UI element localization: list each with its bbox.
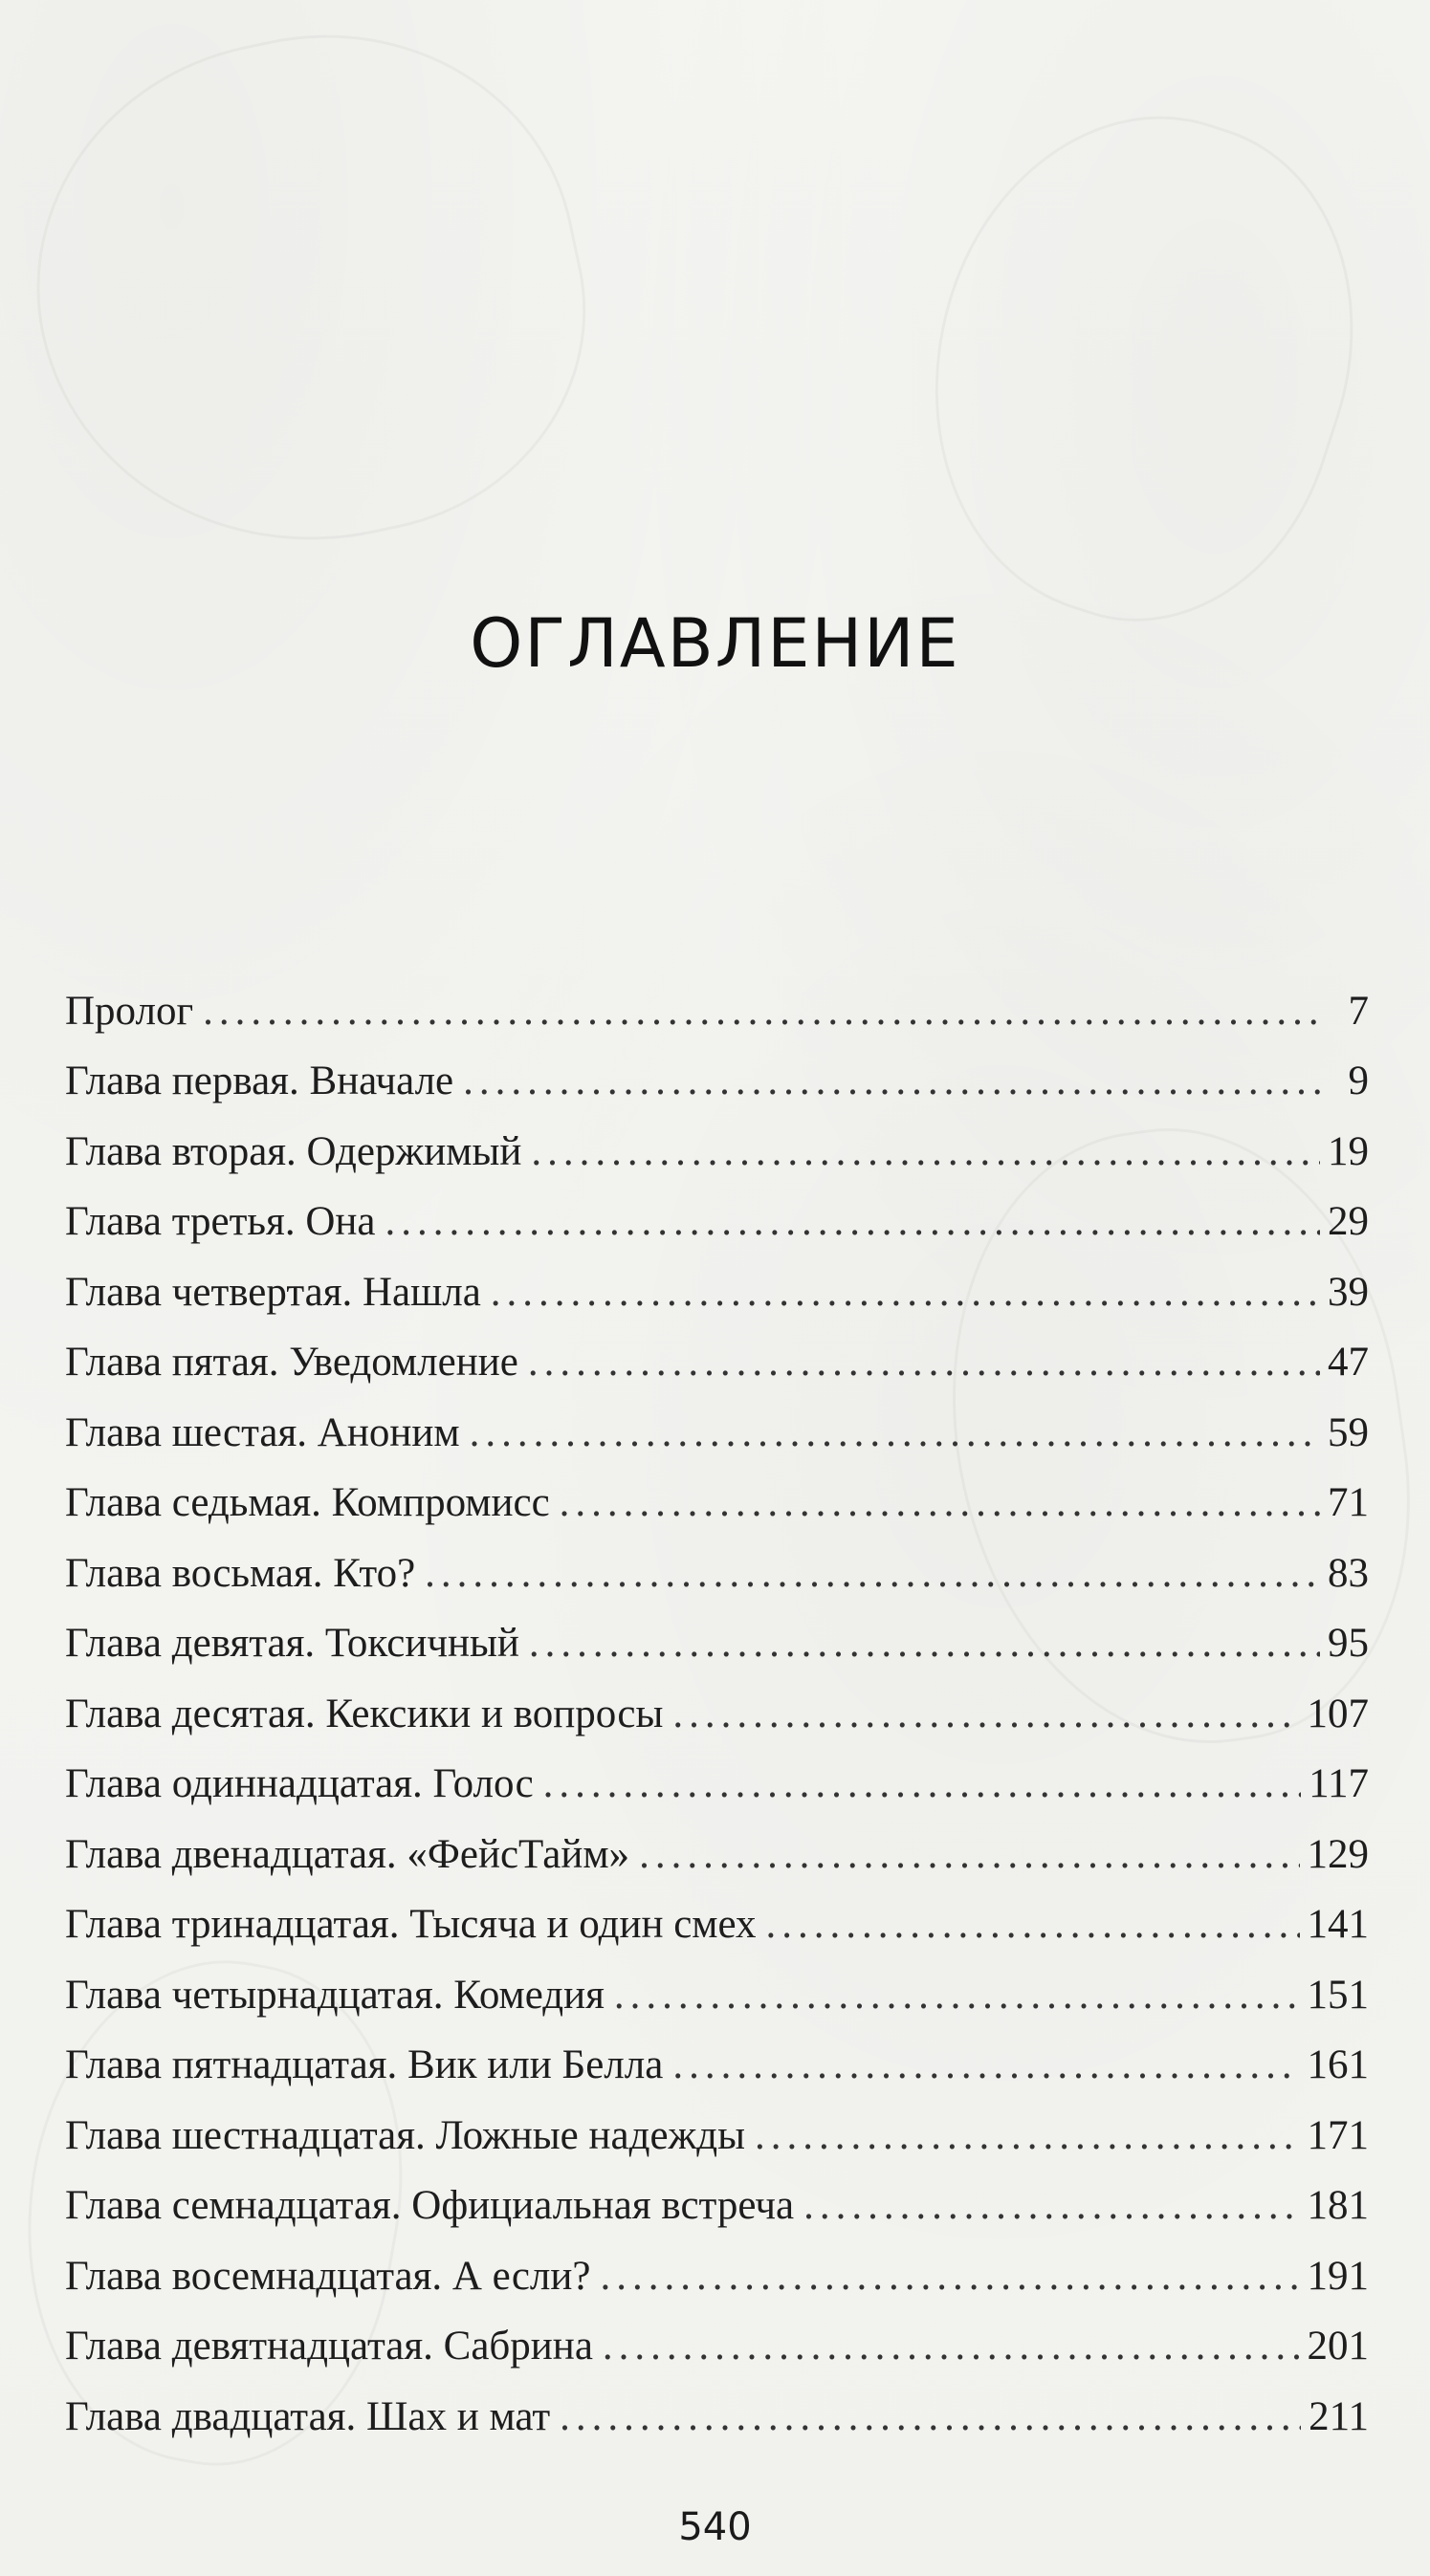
dot-leader xyxy=(528,1342,1320,1383)
toc-entry xyxy=(65,1242,1369,1313)
dot-leader xyxy=(543,1763,1301,1804)
page-number: 540 xyxy=(678,2505,752,2549)
toc-entry-page: 171 xyxy=(1307,2112,1369,2158)
dot-leader xyxy=(385,1201,1320,1242)
toc-entry-title: Глава пятая. Уведомление xyxy=(65,1340,518,1385)
toc-entry xyxy=(65,1875,1369,1946)
toc-entry xyxy=(65,1664,1369,1735)
toc-entry-page: 83 xyxy=(1328,1550,1369,1596)
toc-entry xyxy=(65,2085,1369,2156)
toc-entry xyxy=(65,1453,1369,1524)
dot-leader xyxy=(560,2396,1301,2437)
toc-entry xyxy=(65,1032,1369,1102)
toc-entry-title: Глава двенадцатая. «ФейсТайм» xyxy=(65,1831,630,1877)
toc-entry xyxy=(65,1945,1369,2016)
dot-leader xyxy=(603,2325,1300,2367)
dot-leader xyxy=(803,2185,1299,2226)
dot-leader xyxy=(203,991,1323,1032)
toc-entry-title: Глава двадцатая. Шах и мат xyxy=(65,2393,551,2439)
toc-entry-title: Глава шестая. Аноним xyxy=(65,1409,460,1455)
dot-leader xyxy=(470,1412,1320,1453)
table-of-contents xyxy=(65,961,1369,2437)
dot-leader xyxy=(491,1272,1320,1313)
toc-entry xyxy=(65,1594,1369,1665)
toc-entry-page: 129 xyxy=(1307,1831,1369,1877)
toc-entry-title: Глава девятая. Токсичный xyxy=(65,1621,519,1666)
dot-leader xyxy=(672,1693,1299,1735)
toc-entry xyxy=(65,2156,1369,2227)
toc-entry-page: 29 xyxy=(1328,1199,1369,1244)
dot-leader xyxy=(531,1131,1320,1172)
background-illustration xyxy=(0,0,626,592)
toc-entry-title: Глава четырнадцатая. Комедия xyxy=(65,1972,605,2018)
dot-leader xyxy=(600,2256,1299,2297)
dot-leader xyxy=(755,2115,1299,2156)
toc-entry-title: Глава четвертая. Нашла xyxy=(65,1269,481,1315)
toc-entry-title: Глава восемнадцатая. А если? xyxy=(65,2253,591,2299)
dot-leader xyxy=(614,1975,1300,2016)
toc-entry-page: 151 xyxy=(1307,1972,1369,2018)
toc-entry xyxy=(65,1172,1369,1243)
toc-entry-page: 9 xyxy=(1348,1059,1369,1103)
page-title: ОГЛАВЛЕНИЕ xyxy=(470,604,960,683)
toc-entry xyxy=(65,961,1369,1032)
toc-entry xyxy=(65,1102,1369,1172)
toc-entry xyxy=(65,2016,1369,2086)
toc-entry-page: 191 xyxy=(1307,2253,1369,2299)
toc-entry-title: Глава семнадцатая. Официальная встреча xyxy=(65,2183,795,2228)
toc-entry-title: Глава девятнадцатая. Сабрина xyxy=(65,2324,593,2369)
toc-entry-title: Глава пятнадцатая. Вик или Белла xyxy=(65,2042,664,2087)
toc-entry-page: 7 xyxy=(1348,988,1369,1034)
toc-entry xyxy=(65,2226,1369,2297)
toc-entry-page: 39 xyxy=(1328,1269,1369,1315)
toc-entry xyxy=(65,1383,1369,1453)
toc-entry xyxy=(65,1313,1369,1384)
dot-leader xyxy=(463,1060,1323,1102)
dot-leader xyxy=(766,1904,1300,1945)
toc-entry xyxy=(65,1523,1369,1594)
dot-leader xyxy=(529,1623,1320,1664)
toc-entry-title: Глава тринадцатая. Тысяча и один смех xyxy=(65,1902,757,1947)
toc-entry-page: 95 xyxy=(1328,1621,1369,1666)
toc-entry-title: Глава десятая. Кексики и вопросы xyxy=(65,1691,664,1736)
toc-entry-title: Глава шестнадцатая. Ложные надежды xyxy=(65,2112,746,2158)
toc-entry-title: Глава одиннадцатая. Голос xyxy=(65,1761,534,1806)
toc-entry-title: Глава вторая. Одержимый xyxy=(65,1128,522,1174)
toc-entry xyxy=(65,1804,1369,1875)
toc-entry-page: 47 xyxy=(1328,1340,1369,1385)
toc-entry-page: 141 xyxy=(1307,1902,1369,1947)
toc-entry-title: Пролог xyxy=(65,988,194,1034)
toc-entry-page: 211 xyxy=(1309,2393,1369,2439)
toc-entry-page: 59 xyxy=(1328,1409,1369,1455)
toc-entry xyxy=(65,2297,1369,2368)
background-illustration xyxy=(869,64,1413,668)
toc-entry-title: Глава третья. Она xyxy=(65,1199,376,1244)
toc-entry-page: 107 xyxy=(1307,1691,1369,1736)
dot-leader xyxy=(425,1553,1320,1594)
toc-entry-page: 71 xyxy=(1328,1480,1369,1525)
toc-entry-page: 181 xyxy=(1307,2183,1369,2228)
toc-entry-page: 117 xyxy=(1309,1761,1369,1806)
toc-entry xyxy=(65,1735,1369,1805)
toc-entry-page: 161 xyxy=(1307,2042,1369,2087)
toc-entry-page: 19 xyxy=(1328,1128,1369,1174)
toc-entry-title: Глава восьмая. Кто? xyxy=(65,1550,416,1596)
toc-entry-title: Глава первая. Вначале xyxy=(65,1059,454,1103)
dot-leader xyxy=(672,2044,1299,2085)
toc-entry-title: Глава седьмая. Компромисс xyxy=(65,1480,550,1525)
dot-leader xyxy=(639,1834,1299,1875)
toc-entry xyxy=(65,2367,1369,2437)
toc-entry-page: 201 xyxy=(1307,2324,1369,2369)
dot-leader xyxy=(560,1482,1320,1523)
